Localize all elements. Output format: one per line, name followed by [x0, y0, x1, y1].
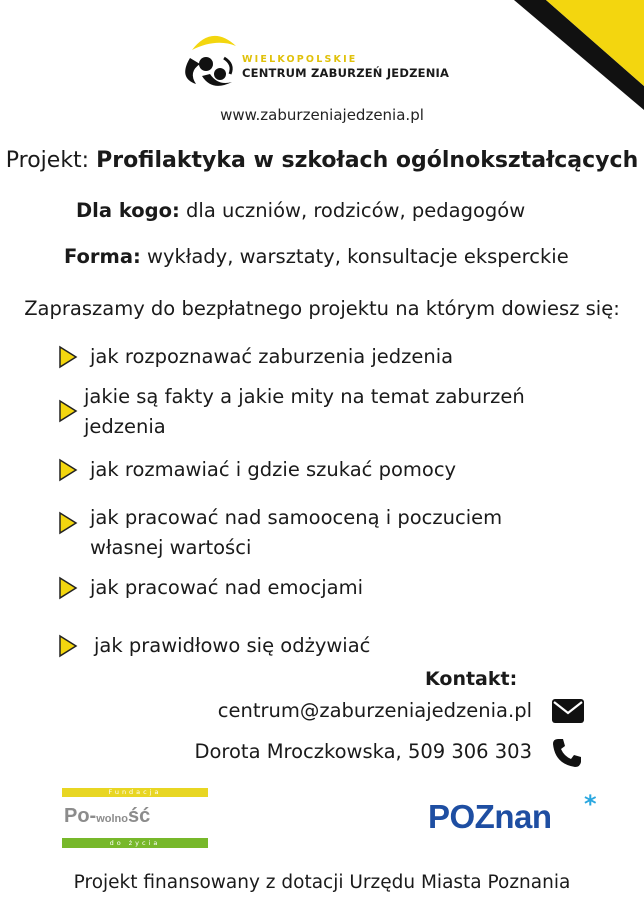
logo-line-1: WIELKOPOLSKIE: [242, 54, 358, 65]
sponsor-logo-po-wolnosc: [62, 788, 208, 850]
corner-stripe-decoration: [474, 0, 644, 110]
contact-email-link[interactable]: centrum@zaburzeniajedzenia.pl: [217, 699, 532, 722]
format-value: wykłady, warsztaty, konsultacje eksperckie: [140, 245, 569, 268]
sponsor-logo-name: [64, 805, 150, 828]
funding-note: Projekt finansowany z dotacji Urzędu Miasta Poznania: [73, 872, 571, 893]
format-line: [64, 245, 569, 268]
project-name: Profilaktyka w szkołach ogólnokształcących: [96, 148, 639, 173]
list-item-text: jak rozmawiać i gdzie szukać pomocy: [90, 458, 457, 481]
project-label: Projekt:: [5, 148, 97, 173]
audience-line: [76, 199, 525, 222]
format-label: Forma:: [64, 245, 141, 268]
list-item-text: jak pracować nad samooceną i poczuciem: [90, 506, 503, 529]
sponsor-name-part-a: Po-: [64, 805, 97, 827]
invitation-text: Zapraszamy do bezpłatnego projektu na którym dowiesz się:: [24, 297, 620, 320]
list-item-text: jakie są fakty a jakie mity na temat zaburzeń: [84, 385, 525, 408]
contact-label: Kontakt:: [425, 668, 518, 690]
triangle-bullet-icon: [58, 458, 78, 482]
list-item-text: jak rozpoznawać zaburzenia jedzenia: [90, 345, 454, 368]
audience-label: Dla kogo:: [76, 199, 180, 222]
triangle-bullet-icon: [58, 576, 78, 600]
sponsor-logo-top: Fundacja: [108, 788, 162, 796]
sponsor-name-part-c: ść: [128, 805, 151, 827]
sponsor-logo-bottom: do życia: [109, 839, 161, 847]
triangle-bullet-icon: [58, 511, 78, 535]
audience-value: dla uczniów, rodziców, pedagogów: [179, 199, 526, 222]
triangle-bullet-icon: [58, 634, 78, 658]
list-item-text: jak pracować nad emocjami: [90, 576, 363, 599]
poznan-star-icon: *: [584, 790, 597, 818]
list-item-text-cont: własnej wartości: [90, 536, 252, 559]
list-item-text: jak prawidłowo się odżywiać: [94, 634, 371, 657]
poznan-logo: [428, 798, 552, 836]
triangle-bullet-icon: [58, 345, 78, 369]
poznan-logo-lower: nan: [494, 798, 552, 835]
list-item-text-cont: jedzenia: [84, 415, 166, 438]
contact-phone[interactable]: Dorota Mroczkowska, 509 306 303: [194, 740, 532, 763]
website-link[interactable]: www.zaburzeniajedzenia.pl: [220, 106, 424, 124]
project-title: [0, 148, 644, 173]
logo-line-2: CENTRUM ZABURZEŃ JEDZENIA: [242, 66, 450, 80]
phone-icon: [551, 737, 583, 769]
envelope-icon: [551, 698, 585, 724]
triangle-bullet-icon: [58, 399, 78, 423]
poznan-logo-upper: POZ: [428, 798, 495, 835]
sponsor-name-part-b: wolno: [96, 813, 128, 825]
